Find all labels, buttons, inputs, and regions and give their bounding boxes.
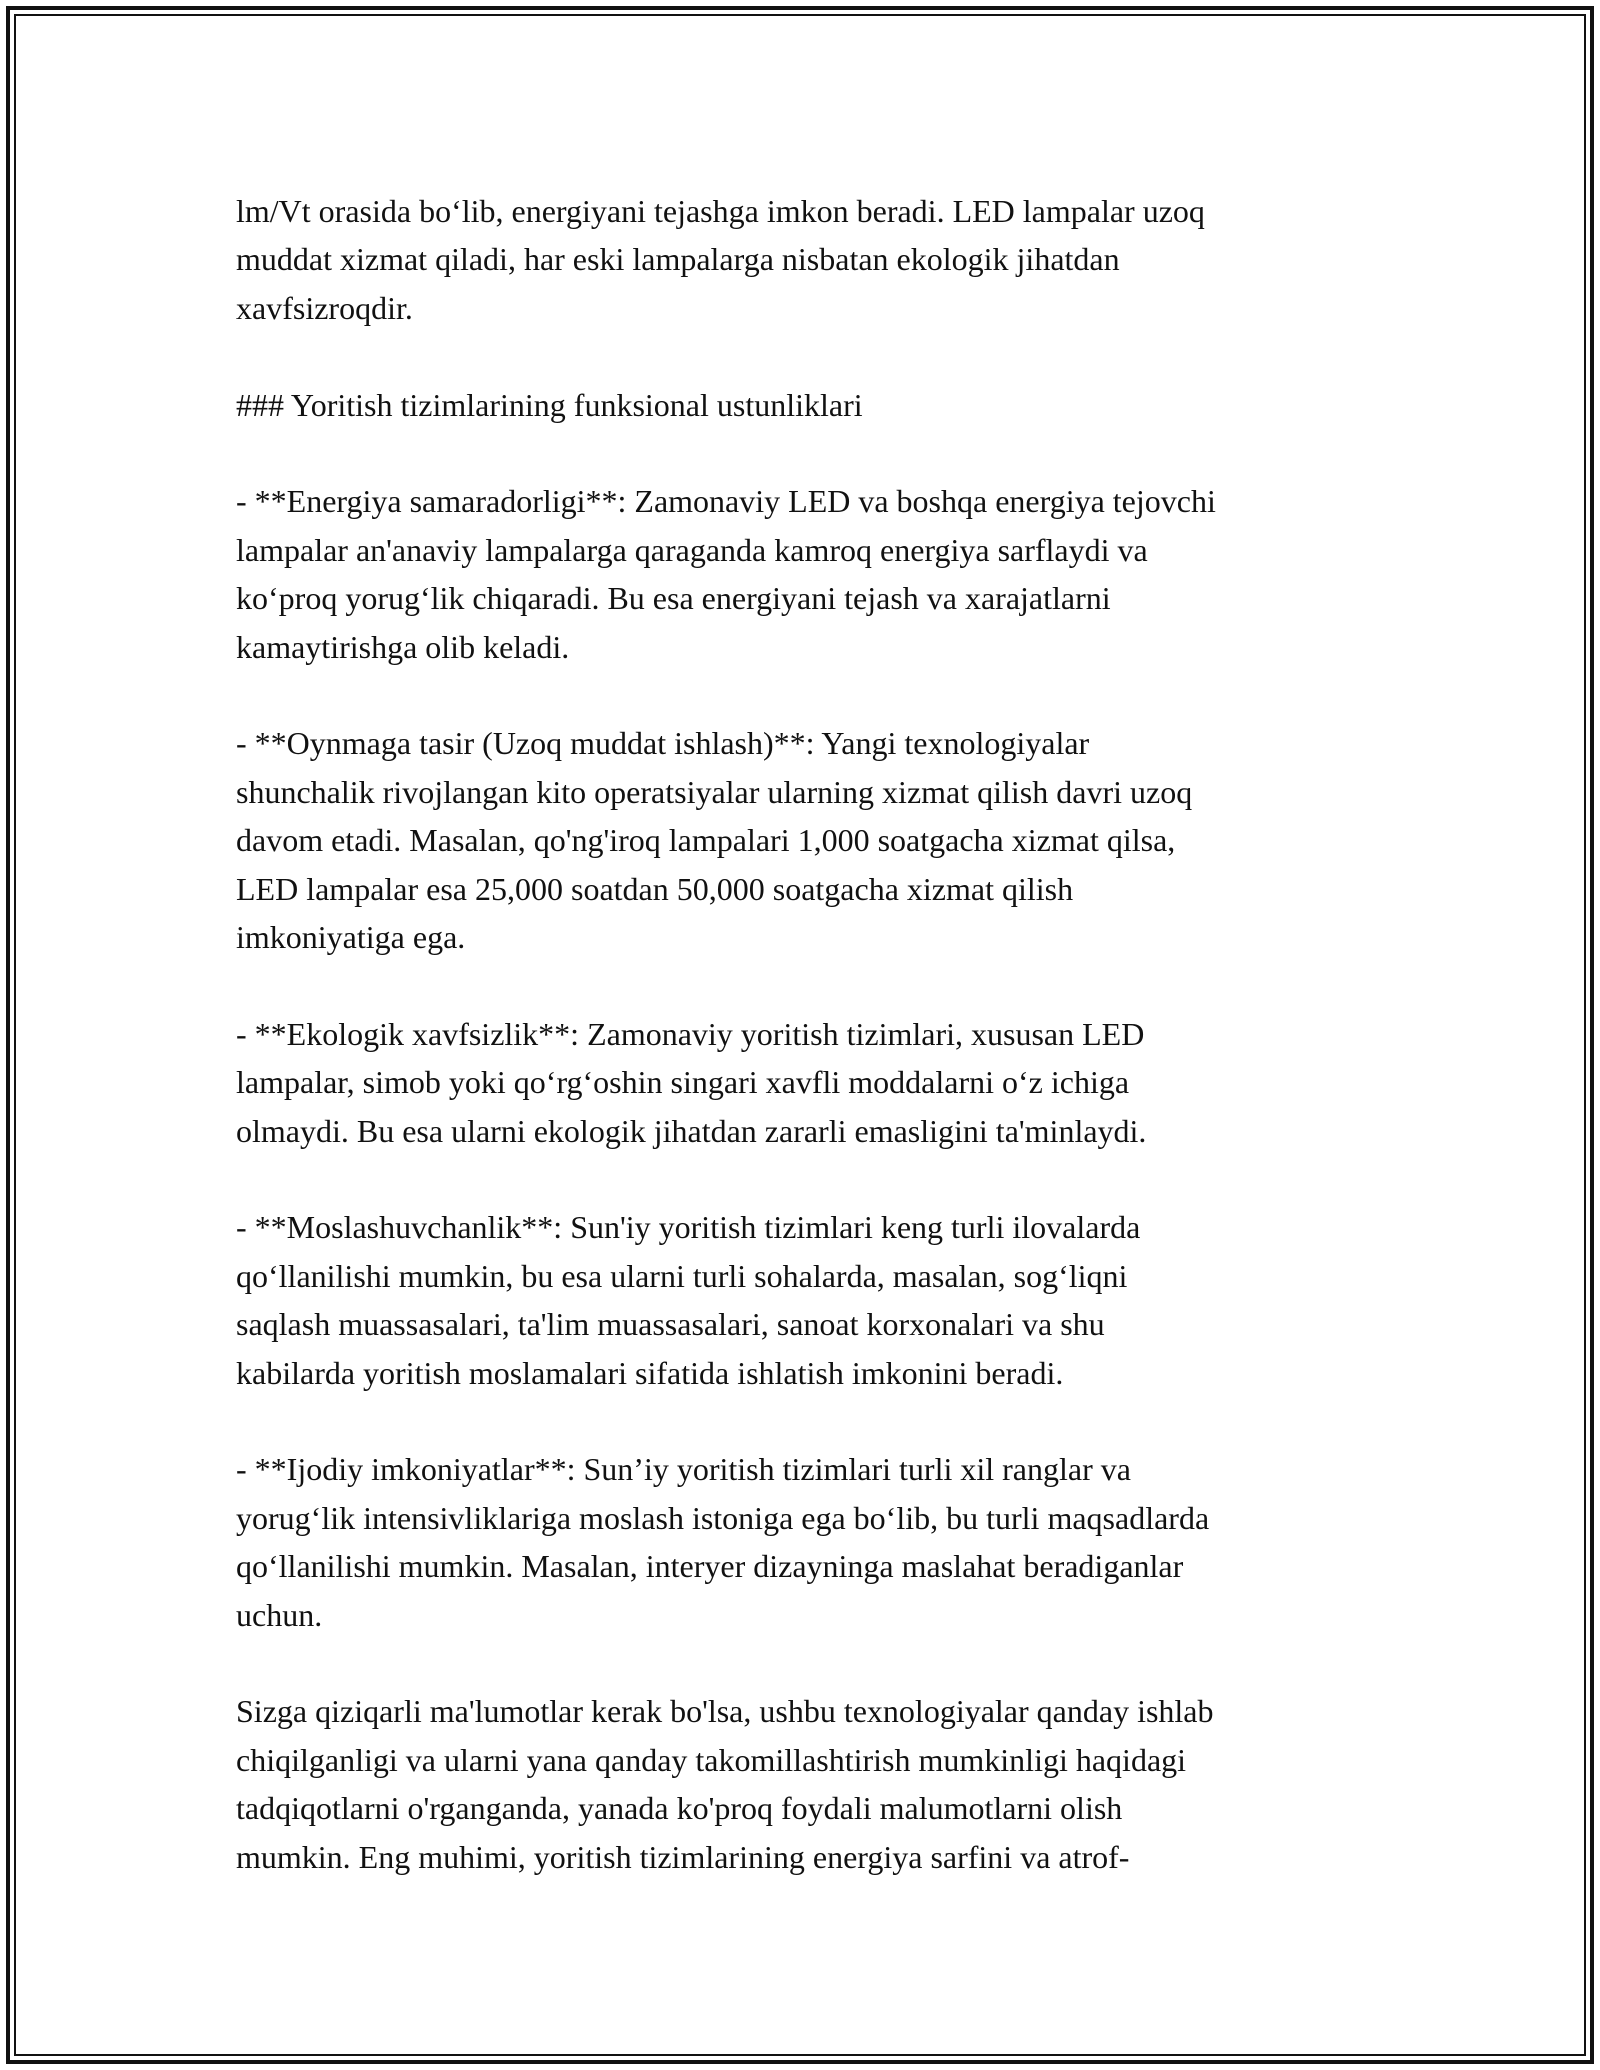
paragraph	[236, 1203, 1366, 1397]
text-line: ko‘proq yorug‘lik chiqaradi. Bu esa energiyani tejash va xarajatlarni	[236, 580, 1111, 617]
text-line: kabilarda yoritish moslamalari sifatida ishlatish imkonini beradi.	[236, 1354, 1064, 1391]
text-line: qo‘llanilishi mumkin, bu esa ularni turli sohalarda, masalan, sog‘liqni	[236, 1257, 1128, 1294]
text-line: muddat xizmat qiladi, har eski lampalarga nisbatan ekologik jihatdan	[236, 241, 1120, 278]
text-line: lm/Vt orasida bo‘lib, energiyani tejashga imkon beradi. LED lampalar uzoq	[236, 193, 1205, 229]
text-line: tadqiqotlarni o'rganganda, yanada ko'proq foydali malumotlarni olish	[236, 1790, 1123, 1827]
text-line: mumkin. Eng muhimi, yoritish tizimlarining energiya sarfini va atrof-	[236, 1838, 1130, 1875]
text-line: chiqilganligi va ularni yana qanday takomillashtirish mumkinligi haqidagi	[236, 1741, 1187, 1778]
text-line: shunchalik rivojlangan kito operatsiyalar ularning xizmat qilish davri uzoq	[236, 773, 1193, 810]
text-line: yorug‘lik intensivliklariga moslash istoniga ega bo‘lib, bu turli maqsadlarda	[236, 1499, 1210, 1536]
text-line: qo‘llanilishi mumkin. Masalan, interyer dizayninga maslahat beradiganlar	[236, 1548, 1184, 1585]
text-line: - **Energiya samaradorligi**: Zamonaviy LED va boshqa energiya tejovchi	[236, 483, 1216, 520]
paragraph	[236, 1687, 1366, 1881]
paragraph	[236, 187, 1366, 332]
text-line: - **Moslashuvchanlik**: Sun'iy yoritish tizimlari keng turli ilovalarda	[236, 1209, 1141, 1246]
paragraph	[236, 719, 1366, 961]
text-line: lampalar an'anaviy lampalarga qaraganda kamroq energiya sarflaydi va	[236, 531, 1148, 568]
text-line: lampalar, simob yoki qo‘rg‘oshin singari xavfli moddalarni o‘z ichiga	[236, 1064, 1130, 1101]
document-body	[236, 187, 1366, 1930]
paragraph	[236, 381, 1366, 429]
text-line: xavfsizroqdir.	[236, 289, 413, 326]
text-line: olmaydi. Bu esa ularni ekologik jihatdan zararli emasligini ta'minlaydi.	[236, 1112, 1147, 1149]
text-line: - **Ijodiy imkoniyatlar**: Sun’iy yoritish tizimlari turli xil ranglar va	[236, 1451, 1131, 1488]
paragraph	[236, 1010, 1366, 1155]
text-line: imkoniyatiga ega.	[236, 919, 466, 956]
paragraph	[236, 477, 1366, 671]
paragraph	[236, 1445, 1366, 1639]
text-line: kamaytirishga olib keladi.	[236, 628, 570, 665]
text-line: - **Ekologik xavfsizlik**: Zamonaviy yoritish tizimlari, xususan LED	[236, 1015, 1145, 1052]
text-line: saqlash muassasalari, ta'lim muassasalari, sanoat korxonalari va shu	[236, 1306, 1105, 1343]
text-line: uchun.	[236, 1596, 323, 1633]
text-line: ### Yoritish tizimlarining funksional ustunliklari	[236, 386, 863, 423]
text-line: - **Oynmaga tasir (Uzoq muddat ishlash)**: Yangi texnologiyalar	[236, 725, 1090, 762]
text-line: davom etadi. Masalan, qo'ng'iroq lampalari 1,000 soatgacha xizmat qilsa,	[236, 822, 1176, 859]
text-line: Sizga qiziqarli ma'lumotlar kerak bo'lsa, ushbu texnologiyalar qanday ishlab	[236, 1693, 1214, 1730]
text-line: LED lampalar esa 25,000 soatdan 50,000 soatgacha xizmat qilish	[236, 870, 1074, 907]
